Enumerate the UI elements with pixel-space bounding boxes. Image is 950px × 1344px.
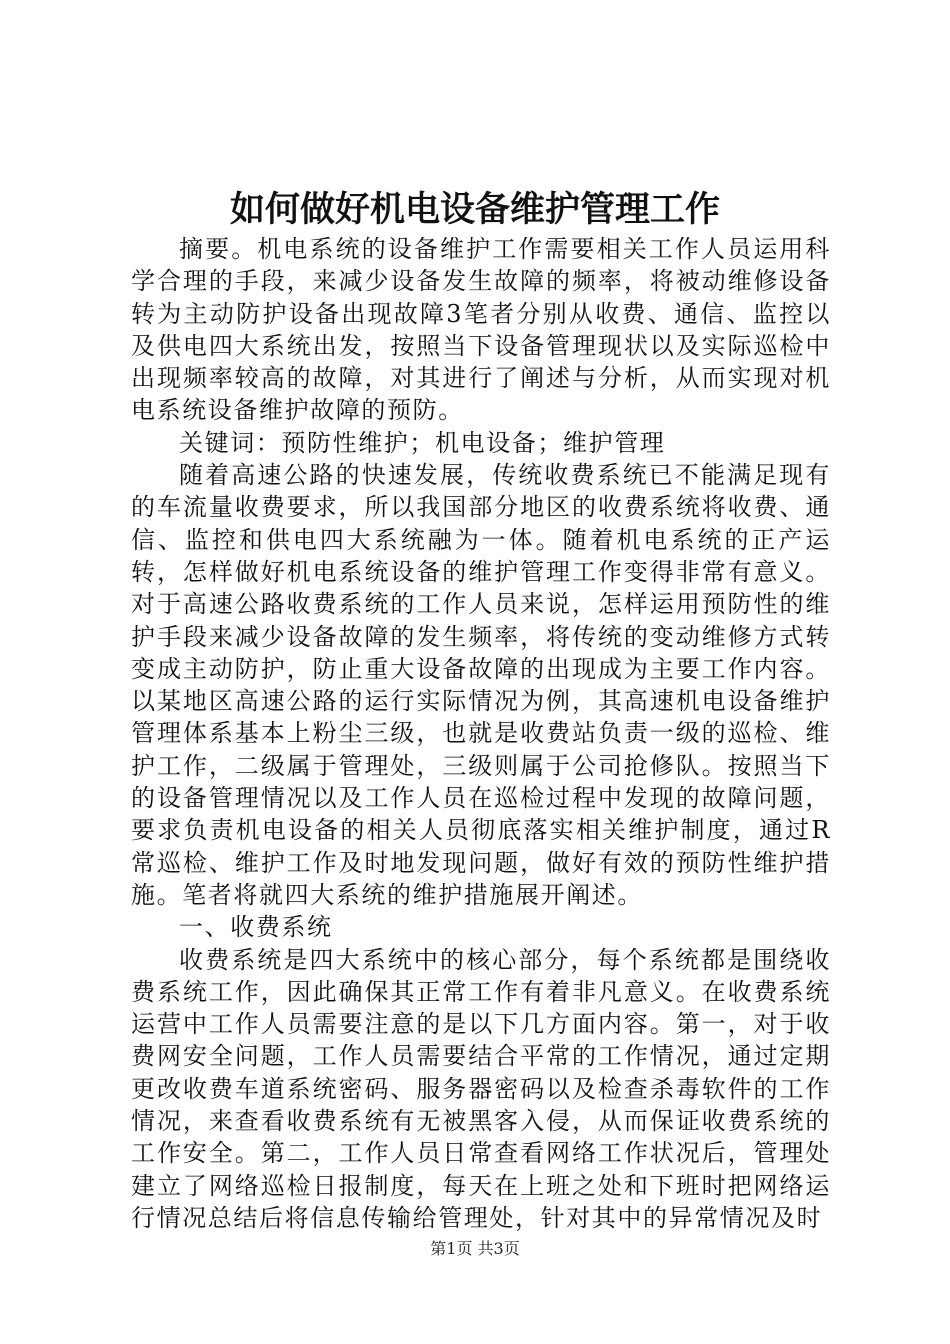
section-heading-toll-system: 一、收费系统 xyxy=(179,913,333,942)
keywords-paragraph: 关键词：预防性维护；机电设备；维护管理 xyxy=(179,428,666,457)
toll-system-paragraph: 收费系统是四大系统中的核心部分，每个系统都是围绕收费系统工作，因此确保其正常工作有着非凡意义。在收费系统运营中工作人员需要注意的是以下几方面内容。第一，对于收费网安全问题，工作人员需要结合平常的工作情况，通过定期更改收费车道系统密码、服务器密码以及检查杀毒软件的工作情况，来查看收费系统有无被黑客入侵，从而保证收费系统的工作安全。第二，工作人员日常查看网络工作状况后，管理处建立了网络巡检日报制度，每天在上班之处和下班时把网络运行情况总结后将信息传输给管理处，针对其中的异常情况及时 xyxy=(131,945,831,1232)
abstract-paragraph: 摘要。机电系统的设备维护工作需要相关工作人员运用科学合理的手段，来减少设备发生故障的频率，将被动维修设备转为主动防护设备出现故障3笔者分别从收费、通信、监控以及供电四大系统出发，按照当下设备管理现状以及实际巡检中出现频率较高的故障，对其进行了阐述与分析，从而实现对机电系统设备维护故障的预防。 xyxy=(131,235,831,425)
document-body xyxy=(131,233,831,1234)
document-title: 如何做好机电设备维护管理工作 xyxy=(229,189,720,230)
intro-paragraph: 随着高速公路的快速发展，传统收费系统已不能满足现有的车流量收费要求，所以我国部分地区的收费系统将收费、通信、监控和供电四大系统融为一体。随着机电系统的正产运转，怎样做好机电系统设备的维护管理工作变得非常有意义。对于高速公路收费系统的工作人员来说，怎样运用预防性的维护手段来减少设备故障的发生频率，将传统的变动维修方式转变成主动防护，防止重大设备故障的出现成为主要工作内容。以某地区高速公路的运行实际情况为例，其高速机电设备维护管理体系基本上粉尘三级，也就是收费站负责一级的巡检、维护工作，二级属于管理处，三级则属于公司抢修队。按照当下的设备管理情况以及工作人员在巡检过程中发现的故障问题，要求负责机电设备的相关人员彻底落实相关维护制度，通过R常巡检、维护工作及时地发现问题，做好有效的预防性维护措施。笔者将就四大系统的维护措施展开阐述。 xyxy=(131,461,831,909)
page-footer: 第1页 共3页 xyxy=(430,1239,520,1258)
